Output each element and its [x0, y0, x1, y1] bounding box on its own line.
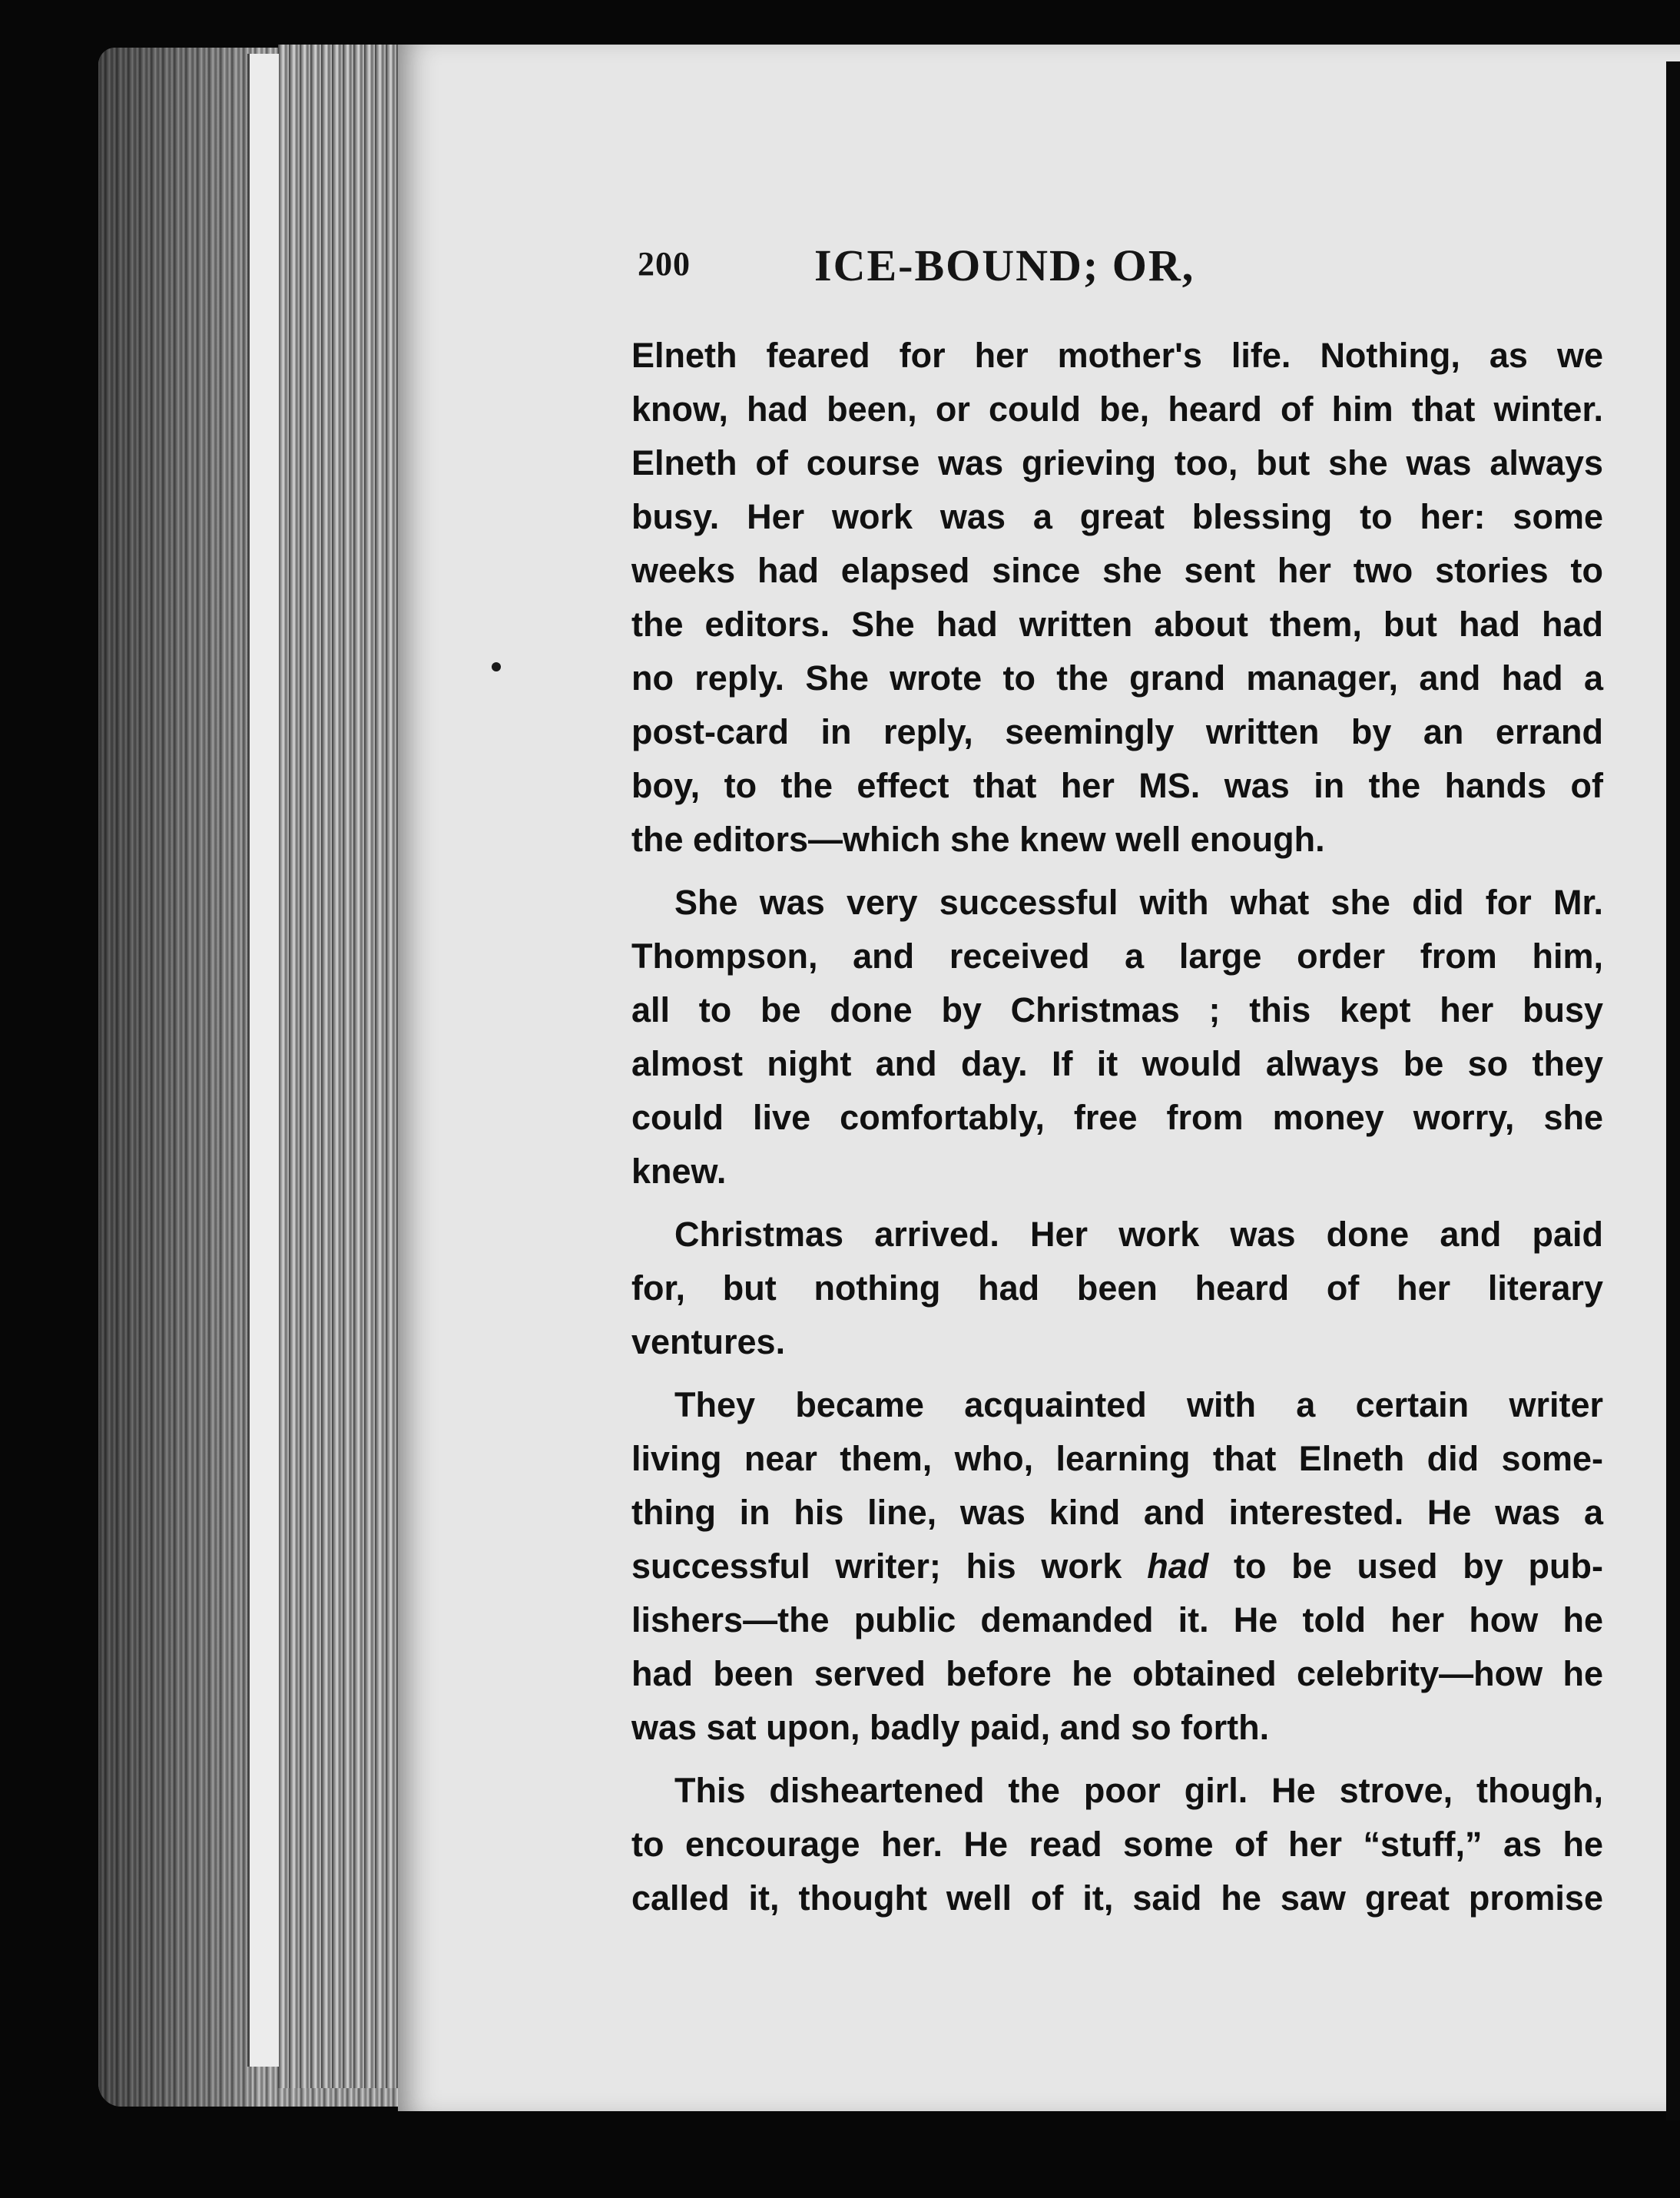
text-line: Thompson, and received a large order from him,	[631, 937, 1603, 976]
text-line: lishers—the public demanded it. He told her how he	[631, 1600, 1603, 1639]
text-line: called it, thought well of it, said he saw great promise	[631, 1878, 1603, 1918]
text-line: weeks had elapsed since she sent her two stories to	[631, 551, 1603, 590]
text-line: thing in his line, was kind and interested. He was a	[631, 1493, 1603, 1532]
inner-page-edges	[278, 45, 401, 2088]
text-line: Christmas arrived. Her work was done and paid	[674, 1215, 1603, 1254]
text-line: She was very successful with what she did for Mr.	[674, 883, 1603, 922]
right-scan-edge	[1666, 61, 1680, 2120]
ink-speck	[492, 662, 501, 671]
text-line: boy, to the effect that her MS. was in the hands of	[631, 766, 1603, 805]
text-line: ventures.	[631, 1322, 786, 1361]
text-line: living near them, who, learning that Elneth did some-	[631, 1439, 1603, 1478]
italic-word: had	[1147, 1547, 1209, 1586]
binding-strip	[247, 54, 279, 2067]
text-line: Elneth of course was grieving too, but she was always	[631, 443, 1603, 482]
text-line: Elneth feared for her mother's life. Nothing, as we	[631, 336, 1603, 375]
text-line: almost night and day. If it would always be so they	[631, 1044, 1603, 1083]
text-line: for, but nothing had been heard of her literary	[631, 1268, 1603, 1308]
text-line: know, had been, or could be, heard of him that winter.	[631, 390, 1603, 429]
page-edges-shadow	[98, 48, 252, 2107]
body-text	[631, 329, 1603, 1925]
text-line: the editors. She had written about them, but had had	[631, 605, 1603, 644]
text-line-with-italic	[631, 1540, 1603, 1593]
text-line: had been served before he obtained celebrity—how he	[631, 1654, 1603, 1693]
running-head: ICE-BOUND; OR,	[814, 240, 1195, 290]
text-line: the editors—which she knew well enough.	[631, 820, 1325, 859]
text-line: no reply. She wrote to the grand manager, and had a	[631, 658, 1603, 698]
text-line: knew.	[631, 1152, 727, 1191]
text-line: was sat upon, badly paid, and so forth.	[631, 1708, 1270, 1747]
text-line: busy. Her work was a great blessing to her: some	[631, 497, 1603, 536]
text-line: could live comfortably, free from money worry, she	[631, 1098, 1603, 1137]
text-line: to encourage her. He read some of her “stuff,” as he	[631, 1825, 1603, 1864]
text-line: They became acquainted with a certain writer	[674, 1385, 1603, 1424]
page-header	[638, 240, 1613, 293]
italic-line-before: successful writer; his work	[631, 1547, 1148, 1586]
text-line: post-card in reply, seemingly written by an errand	[631, 712, 1603, 751]
text-line: all to be done by Christmas ; this kept her busy	[631, 990, 1603, 1029]
text-line: This disheartened the poor girl. He strove, though,	[674, 1771, 1603, 1810]
page-number: 200	[638, 245, 691, 283]
italic-line-after: to be used by pub-	[1208, 1547, 1603, 1586]
